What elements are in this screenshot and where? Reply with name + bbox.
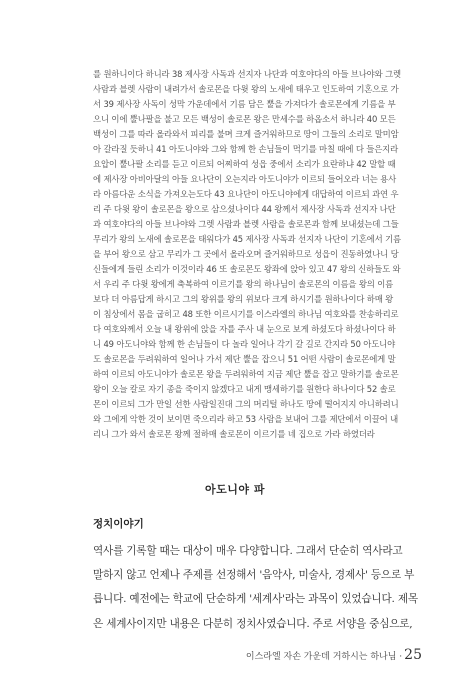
passage-line: 서 우리 주 다윗 왕에게 축복하여 이르기를 왕의 하나님이 솔로몬의 이름을 왕의 이름 [93, 279, 394, 289]
running-title: 이스라엘 자손 가운데 거하시는 하나님 · [245, 652, 403, 662]
page-number: 25 [404, 647, 422, 663]
passage-line: 리 주 다윗 왕이 솔로몬을 왕으로 삼으셨나이다 44 왕께서 제사장 사독과 선지자 나단 [93, 204, 396, 214]
page-footer [246, 647, 422, 663]
passage-line: 을 부어 왕으로 삼고 무리가 그 곳에서 올라오며 즐거워하므로 성읍이 진동하였나니 당 [93, 249, 399, 259]
passage-line: 사람과 블렛 사람이 내려가서 솔로몬을 다윗 왕의 노새에 태우고 인도하여 기혼으로 가 [93, 84, 399, 94]
passage-line: 다 여호와께서 오늘 내 왕위에 앉을 자를 주사 내 눈으로 보게 하셨도다 하셨나이다 하 [93, 324, 396, 334]
passage-line: 왕이 오늘 칼로 자기 종을 죽이지 않겠다고 내게 맹세하기를 원한다 하나이다 52 솔로 [93, 384, 396, 394]
passage-line: 서 39 제사장 사독이 성막 가운데에서 기름 담은 뿔을 가져다가 솔로몬에게 기름을 부 [93, 99, 396, 109]
passage-line: 몬이 이르되 그가 만일 선한 사람일진대 그의 머리털 하나도 땅에 떨어지지 아니하려니 [93, 399, 399, 409]
section-title: 아도니야 파 [205, 483, 265, 496]
passage-line: 니 49 아도니야와 함께 한 손님들이 다 놀라 일어나 각기 갈 길로 간지라 50 아도니야 [93, 339, 396, 349]
passage-line: 도 솔로몬을 두려워하여 일어나 가서 제단 뿔을 잡으니 51 어떤 사람이 솔로몬에게 말 [93, 354, 396, 364]
passage-line: 요압이 뿔나팔 소리를 듣고 이르되 어찌하여 성읍 중에서 소리가 요란하냐 42 말할 때 [93, 159, 396, 169]
essay-line: 역사를 기록할 때는 대상이 매우 다양합니다. 그래서 단순히 역사라고 [93, 545, 403, 557]
passage-line: 와 그에게 악한 것이 보이면 죽으리라 하고 53 사람을 보내어 그를 제단에서 이끌어 내 [93, 414, 399, 424]
passage-line: 라 아름다운 소식을 가져오는도다 43 요나단이 아도니야에게 대답하여 이르되 과연 우 [93, 189, 399, 199]
passage-line: 과 여호야다의 아들 브나야와 그렛 사람과 블렛 사람을 솔로몬과 함께 보내셨는데 그들 [93, 219, 399, 229]
scripture-passage [93, 67, 423, 442]
passage-line: 에 제사장 아비아달의 아들 요나단이 오는지라 아도니야가 이르되 들어오라 너는 용사 [93, 174, 397, 184]
essay-line: 릅니다. 예전에는 학교에 단순하게 '세계사'라는 과목이 있었습니다. 제목 [93, 593, 418, 606]
essay-line: 은 세계사이지만 내용은 다분히 정치사였습니다. 주로 서양을 중심으로, [93, 617, 413, 630]
passage-line: 이 침상에서 몸을 굽히고 48 또한 이르시기를 이스라엘의 하나님 여호와를 찬송하리로 [93, 309, 399, 319]
essay-paragraph [93, 539, 425, 636]
subheading: 정치이야기 [93, 518, 144, 530]
essay-line: 말하지 않고 언제나 주제를 선정해서 '음악사, 미술사, 경제사' 등으로 부 [93, 569, 415, 582]
passage-line: 아 갈라질 듯하니 41 아도니야와 그와 함께 한 손님들이 먹기를 마칠 때에 다 들은지라 [93, 144, 399, 154]
passage-line: 를 원하니이다 하니라 38 제사장 사독과 선지자 나단과 여호야다의 아들 브나야와 그렛 [93, 69, 401, 79]
passage-line: 으니 이에 뿔나팔을 불고 모든 백성이 솔로몬 왕은 만세수를 하옵소서 하니라 40 모든 [93, 114, 396, 124]
passage-line: 신들에게 들린 소리가 이것이라 46 또 솔로몬도 왕좌에 앉아 있고 47 왕의 신하들도 와 [93, 264, 401, 274]
passage-line: 백성이 그를 따라 올라와서 피리를 불며 크게 즐거워하므로 땅이 그들의 소리로 말미암 [93, 129, 399, 139]
passage-line: 무리가 왕의 노새에 솔로몬을 태워다가 45 제사장 사독과 선지자 나단이 기혼에서 기름 [93, 234, 401, 244]
passage-line: 리니 그가 와서 솔로몬 왕께 절하매 솔로몬이 이르기를 네 집으로 가라 하였더라 [93, 429, 375, 439]
passage-line: 보다 더 아름답게 하시고 그의 왕위를 왕의 위보다 크게 하시기를 원하나이다 하매 왕 [93, 294, 394, 304]
passage-line: 하여 이르되 아도니야가 솔로몬 왕을 두려워하여 지금 제단 뿔을 잡고 말하기를 솔로몬 [93, 369, 399, 379]
